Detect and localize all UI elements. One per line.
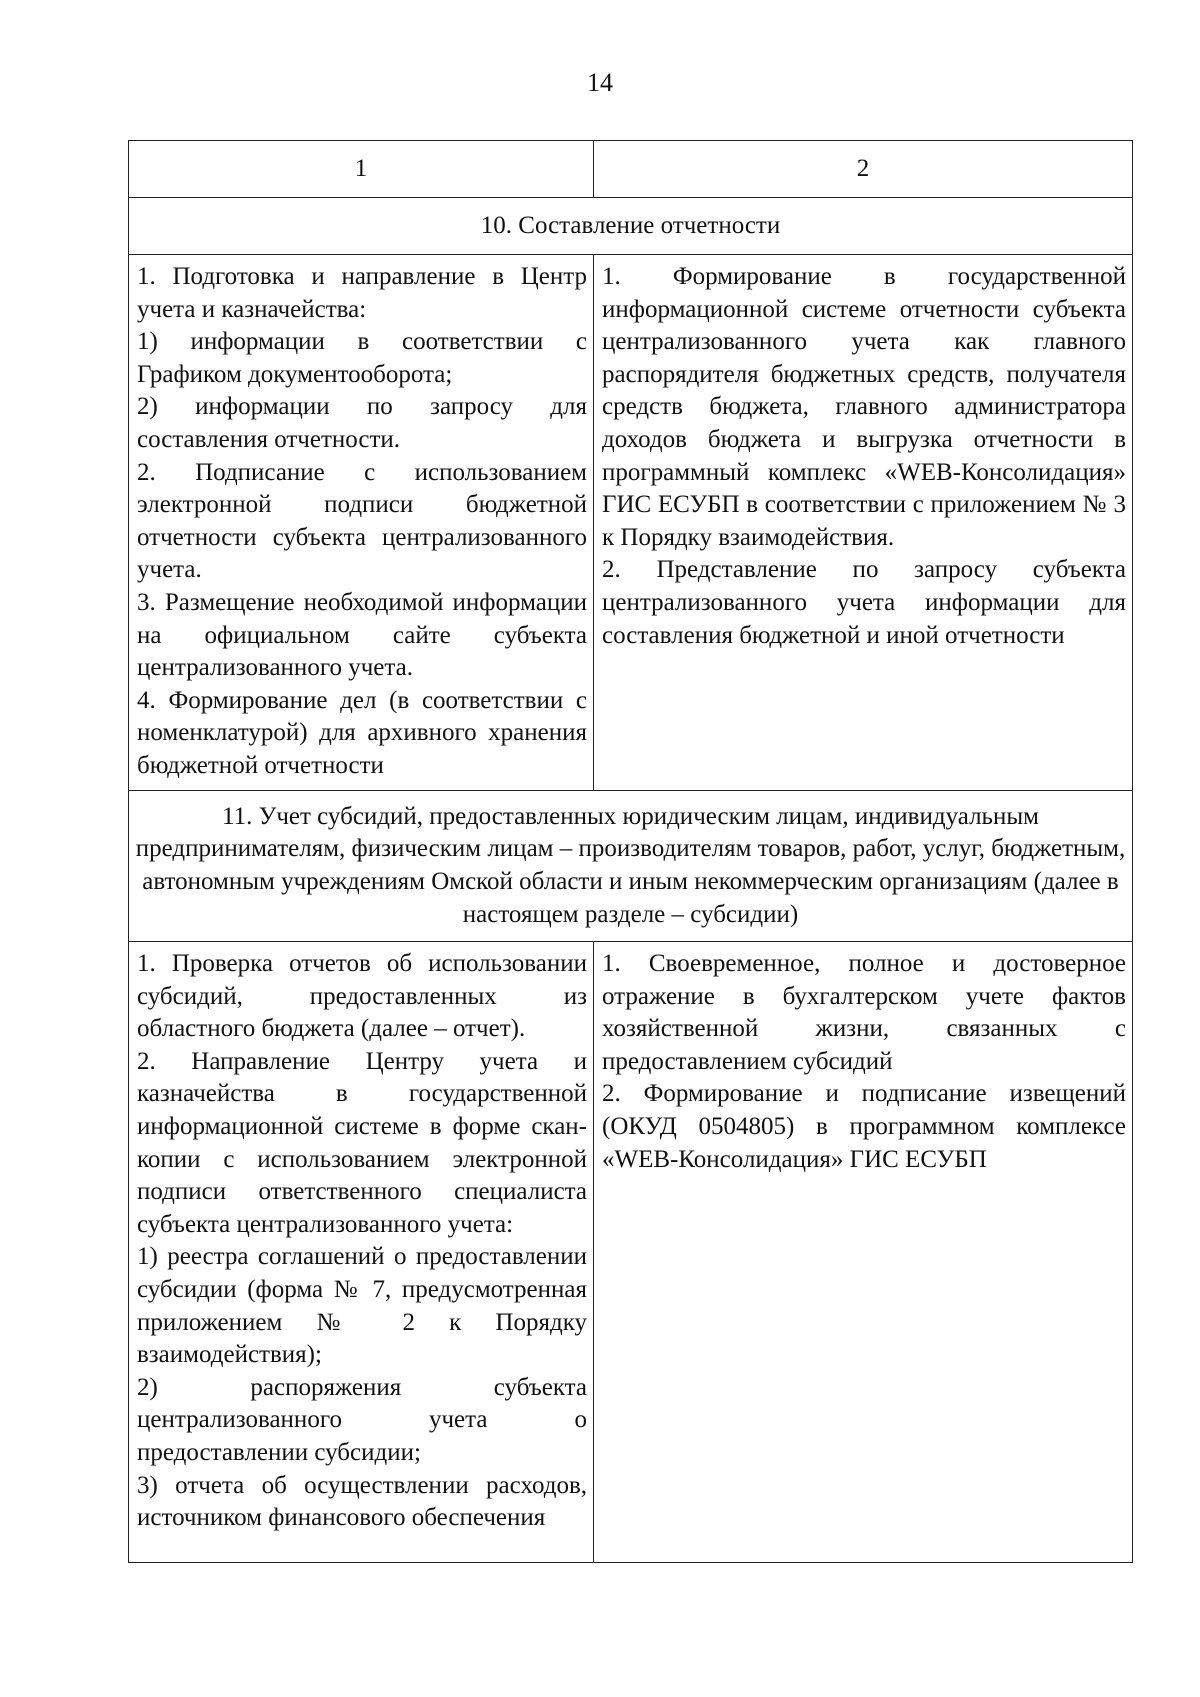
column-2-cell <box>594 942 1133 1563</box>
section-heading: 10. Составление отчетности <box>129 198 1133 255</box>
paragraph: 3. Размещение необходимой информации на официальном сайте субъекта централизованного учета. <box>137 588 587 682</box>
paragraph: 2) информации по запросу для составления отчетности. <box>137 393 587 453</box>
paragraph: 4. Формирование дел (в соответствии с номенклатурой) для архивного хранения бюджетной отчетности <box>137 686 587 779</box>
paragraph: 1) реестра соглашений о предоставлении субсидии (форма № 7, предусмотренная приложением № 2 к Порядку взаимодействия); <box>137 1243 587 1369</box>
paragraph: 3) отчета об осуществлении расходов, источником финансового обеспечения <box>137 1471 587 1532</box>
section-heading: 11. Учет субсидий, предоставленных юридическим лицам, индивидуальным предпринимателям, физическим лицам – производителям товаров, работ, услуг, бюджетным, автономным учреждениям Омской области и иным некоммерческим организациям (далее в настоящем разделе – субсидии) <box>129 791 1133 942</box>
section-heading-row <box>129 198 1133 255</box>
paragraph: 1. Проверка отчетов об использовании субсидий, предоставленных из областного бюджета (далее – отчет). <box>137 950 587 1043</box>
paragraph: 1) информации в соответствии с Графиком документооборота; <box>137 328 587 388</box>
column-number-2: 2 <box>594 141 1133 198</box>
procedure-table <box>128 140 1133 1563</box>
section-heading-row <box>129 791 1133 942</box>
column-1-cell <box>129 255 594 791</box>
column-number-1: 1 <box>129 141 594 198</box>
section-content-row <box>129 942 1133 1563</box>
section-content-row <box>129 255 1133 791</box>
column-2-cell <box>594 255 1133 791</box>
page-number: 14 <box>587 68 613 97</box>
paragraph: 2. Подписание с использованием электронной подписи бюджетной отчетности субъекта централизованного учета. <box>137 458 587 584</box>
paragraph: 1. Подготовка и направление в Центр учета и казначейства: <box>137 263 587 323</box>
paragraph: 2. Направление Центру учета и казначейства в государственной информационной системе в форме скан-копии с использованием электронной подписи ответственного специалиста субъекта централизованного учета: <box>137 1047 587 1238</box>
paragraph: 2. Представление по запросу субъекта централизованного учета информации для составления бюджетной и иной отчетности <box>602 556 1126 649</box>
column-1-cell <box>129 942 594 1563</box>
paragraph: 2. Формирование и подписание извещений (ОКУД 0504805) в программном комплексе «WEB-Консолидация» ГИС ЕСУБП <box>602 1080 1126 1173</box>
paragraph: 1. Своевременное, полное и достоверное отражение в бухгалтерском учете фактов хозяйственной жизни, связанных с предоставлением субсидий <box>602 950 1126 1075</box>
column-number-row <box>129 141 1133 198</box>
paragraph: 2) распоряжения субъекта централизованного учета о предоставлении субсидии; <box>137 1373 587 1466</box>
paragraph: 1. Формирование в государственной информационной системе отчетности субъекта централизованного учета как главного распорядителя бюджетных средств, получателя средств бюджета, главного администратора доходов бюджета и выгрузка отчетности в программный комплекс «WEB-Консолидация» ГИС ЕСУБП в соответствии с приложением № 3 к Порядку взаимодействия. <box>602 263 1126 551</box>
